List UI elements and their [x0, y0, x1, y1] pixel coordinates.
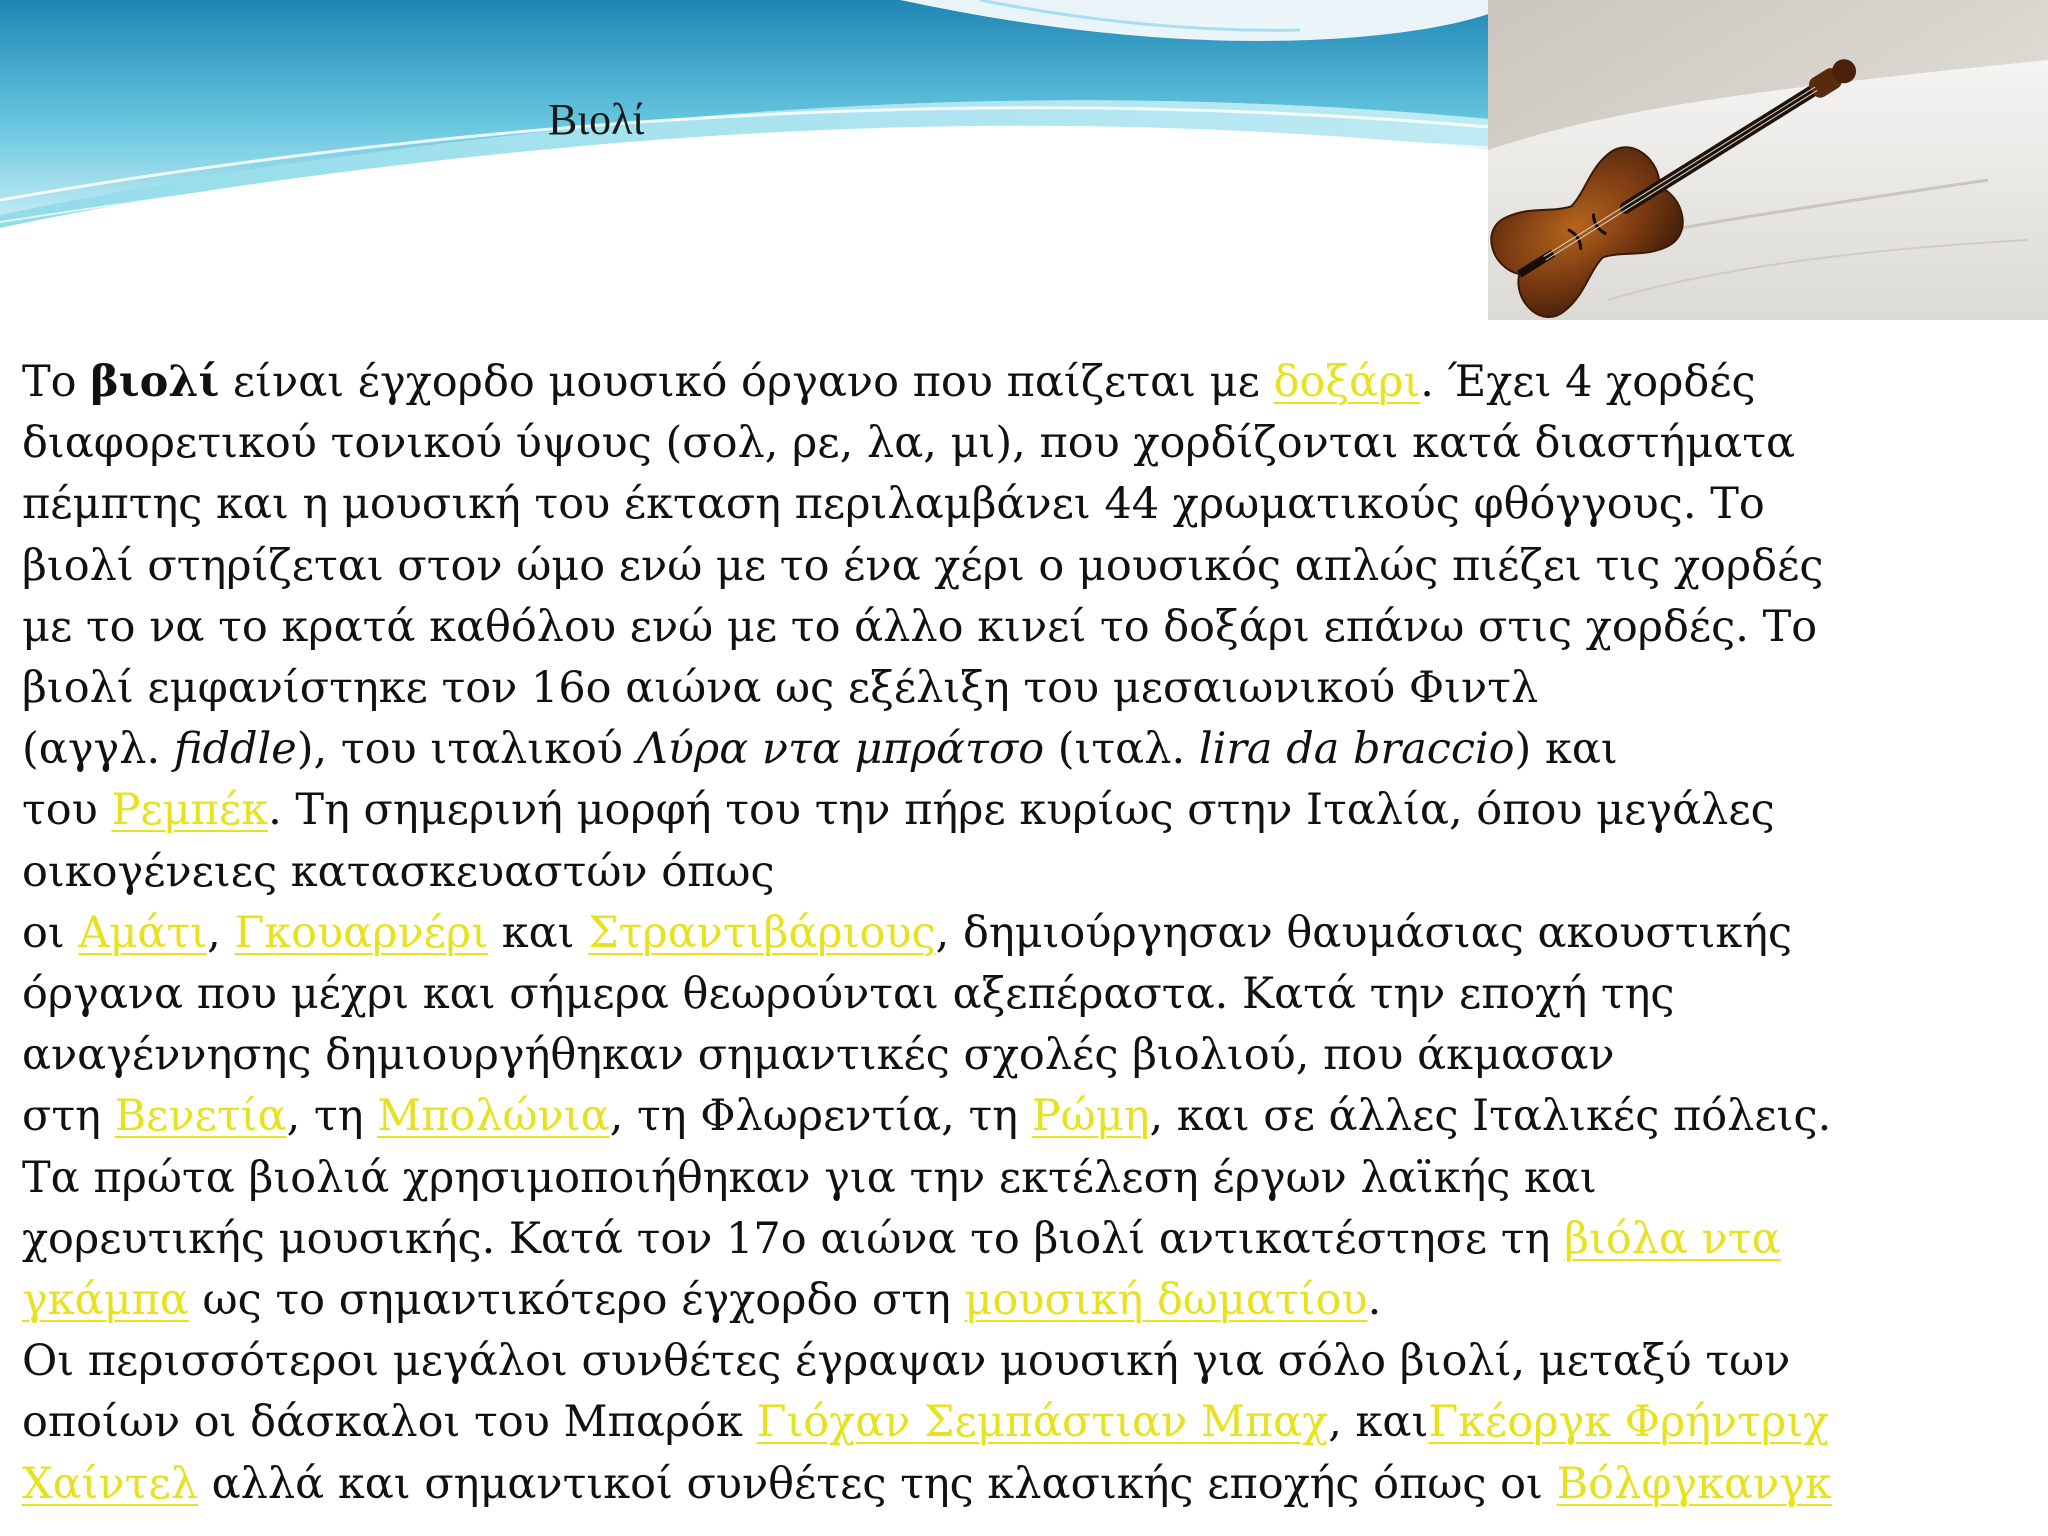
- link-amati[interactable]: Αμάτι: [78, 907, 208, 958]
- text-line: οι Αμάτι, Γκουαρνέρι και Στραντιβάριους, δημιούργησαν θαυμάσιας ακουστικής: [22, 907, 1793, 958]
- text-line: βιολί στηρίζεται στον ώμο ενώ με το ένα χέρι ο μουσικός απλώς πιέζει τις χορδές: [22, 540, 1824, 591]
- text-line: γκάμπα ως το σημαντικότερο έγχορδο στη μουσική δωματίου.: [22, 1275, 1382, 1326]
- text-line: διαφορετικού τονικού ύψους (σολ, ρε, λα, μι), που χορδίζονται κατά διαστήματα: [22, 418, 1796, 469]
- text-line: του Ρεμπέκ. Τη σημερινή μορφή του την πήρε κυρίως στην Ιταλία, όπου μεγάλες: [22, 785, 1775, 836]
- link-handel[interactable]: Χαίντελ: [22, 1458, 198, 1509]
- text-line: χορευτικής μουσικής. Κατά τον 17ο αιώνα το βιολί αντικατέστησε τη βιόλα ντα: [22, 1213, 1781, 1264]
- link-venice[interactable]: Βενετία: [114, 1091, 287, 1142]
- italic-term: lira da braccio: [1198, 724, 1515, 775]
- text-line: βιολί εμφανίστηκε τον 16ο αιώνα ως εξέλιξη του μεσαιωνικού Φιντλ: [22, 663, 1539, 714]
- violin-photo: [1488, 0, 2048, 320]
- link-chamber-music[interactable]: μουσική δωματίου: [964, 1275, 1368, 1326]
- link-rebec[interactable]: Ρεμπέκ: [111, 785, 269, 836]
- text-line: πέμπτης και η μουσική του έκταση περιλαμβάνει 44 χρωματικούς φθόγγους. Το: [22, 479, 1765, 530]
- italic-term: Λύρα ντα μπράτσο: [636, 724, 1045, 775]
- link-guarneri[interactable]: Γκουαρνέρι: [234, 907, 489, 958]
- text-line: Οι περισσότεροι μεγάλοι συνθέτες έγραψαν μουσική για σόλο βιολί, μεταξύ των: [22, 1336, 1791, 1387]
- text-line: με το να το κρατά καθόλου ενώ με το άλλο κινεί το δοξάρι επάνω στις χορδές. Το: [22, 601, 1818, 652]
- text-line: στη Βενετία, τη Μπολώνια, τη Φλωρεντία, τη Ρώμη, και σε άλλες Ιταλικές πόλεις.: [22, 1091, 1832, 1142]
- bold-term: βιολί: [90, 357, 220, 407]
- link-stradivarius[interactable]: Στραντιβάριους: [588, 907, 936, 958]
- text-line: Το βιολί είναι έγχορδο μουσικό όργανο που παίζεται με δοξάρι. Έχει 4 χορδές: [22, 357, 1756, 407]
- link-viola-da-gamba[interactable]: γκάμπα: [22, 1275, 189, 1326]
- text-line: Χαίντελ αλλά και σημαντικοί συνθέτες της κλασικής εποχής όπως οι Βόλφγκανγκ: [22, 1458, 1832, 1509]
- link-doxari[interactable]: δοξάρι: [1273, 357, 1421, 407]
- text-line: οποίων οι δάσκαλοι του Μπαρόκ Γιόχαν Σεμπάστιαν Μπαχ, καιΓκέοργκ Φρήντριχ: [22, 1397, 1830, 1448]
- link-viola-da-gamba[interactable]: βιόλα ντα: [1564, 1213, 1781, 1264]
- link-bologna[interactable]: Μπολώνια: [377, 1091, 610, 1142]
- header-wave-decoration: [0, 0, 1500, 240]
- link-handel[interactable]: Γκέοργκ Φρήντριχ: [1428, 1397, 1830, 1448]
- article-body: [22, 352, 1832, 1515]
- text-line: οικογένειες κατασκευαστών όπως: [22, 846, 775, 897]
- text-line: (αγγλ. fiddle), του ιταλικού Λύρα ντα μπράτσο (ιταλ. lira da braccio) και: [22, 724, 1618, 775]
- slide-title: Βιολί: [548, 95, 645, 144]
- italic-term: fiddle: [173, 724, 297, 775]
- link-rome[interactable]: Ρώμη: [1031, 1091, 1150, 1142]
- link-wolfgang[interactable]: Βόλφγκανγκ: [1556, 1458, 1832, 1509]
- text-line: όργανα που μέχρι και σήμερα θεωρούνται αξεπέραστα. Κατά την εποχή της: [22, 969, 1675, 1020]
- text-line: Τα πρώτα βιολιά χρησιμοποιήθηκαν για την εκτέλεση έργων λαϊκής και: [22, 1152, 1597, 1203]
- text-line: αναγέννησης δημιουργήθηκαν σημαντικές σχολές βιολιού, που άκμασαν: [22, 1030, 1615, 1081]
- link-bach[interactable]: Γιόχαν Σεμπάστιαν Μπαχ: [756, 1397, 1329, 1448]
